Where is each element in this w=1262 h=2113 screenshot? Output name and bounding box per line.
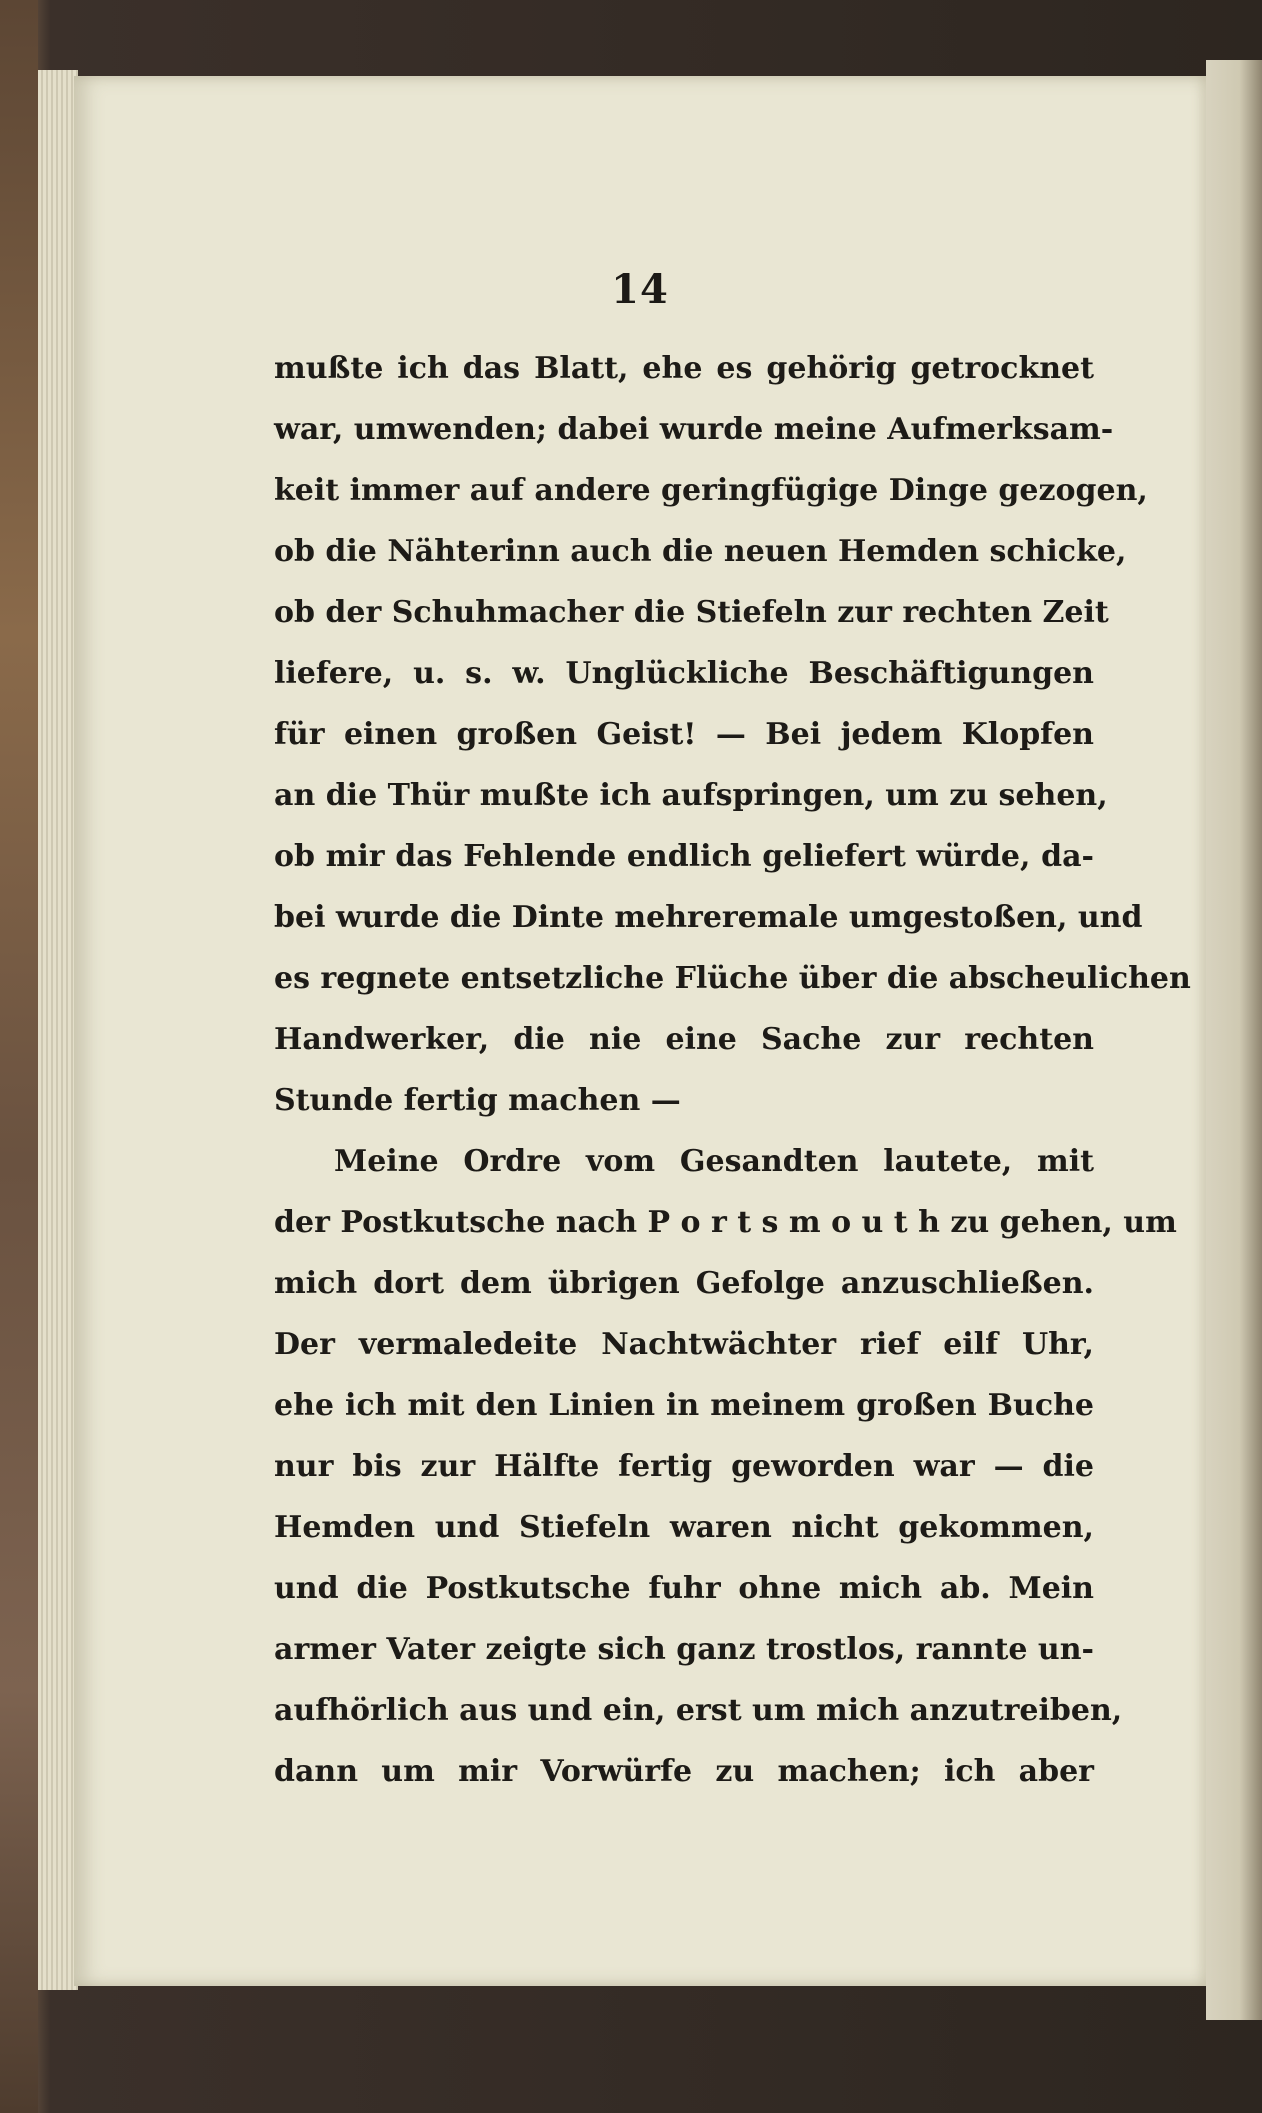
text-line: keit immer auf andere geringfügige Dinge gezogen, <box>274 473 1148 508</box>
text-line: und die Postkutsche fuhr ohne mich ab. Mein <box>274 1571 1094 1606</box>
text-line: ob die Nähterinn auch die neuen Hemden schicke, <box>274 534 1127 569</box>
text-line: ehe ich mit den Linien in meinem großen Buche <box>274 1388 1094 1423</box>
page-number: 14 <box>611 266 669 313</box>
text-line: aufhörlich aus und ein, erst um mich anzutreiben, <box>274 1693 1123 1728</box>
book-page <box>74 76 1206 1986</box>
text-line: es regnete entsetzliche Flüche über die abscheulichen <box>274 961 1191 996</box>
text-line: armer Vater zeigte sich ganz trostlos, rannte un- <box>274 1632 1094 1667</box>
text-line: an die Thür mußte ich aufspringen, um zu sehen, <box>274 778 1108 813</box>
page-edges <box>38 70 78 1990</box>
text-line: der Postkutsche nach P o r t s m o u t h zu gehen, um <box>274 1205 1177 1240</box>
text-line: ob mir das Fehlende endlich geliefert würde, da- <box>274 839 1094 874</box>
text-line: Meine Ordre vom Gesandten lautete, mit <box>334 1144 1094 1179</box>
text-line: dann um mir Vorwürfe zu machen; ich aber <box>274 1754 1094 1789</box>
text-line: nur bis zur Hälfte fertig geworden war — die <box>274 1449 1094 1484</box>
text-line: Stunde fertig machen — <box>274 1083 681 1118</box>
text-line: liefere, u. s. w. Unglückliche Beschäftigungen <box>274 656 1094 691</box>
text-line: Hemden und Stiefeln waren nicht gekommen, <box>274 1510 1094 1545</box>
text-line: mich dort dem übrigen Gefolge anzuschließen. <box>274 1266 1094 1301</box>
text-line: bei wurde die Dinte mehreremale umgestoßen, und <box>274 900 1143 935</box>
text-line: Der vermaledeite Nachtwächter rief eilf Uhr, <box>274 1327 1094 1362</box>
book-binding-right <box>1206 60 1262 2020</box>
text-line: Handwerker, die nie eine Sache zur rechten <box>274 1022 1094 1057</box>
body-text <box>274 338 1191 1802</box>
text-line: ob der Schuhmacher die Stiefeln zur rechten Zeit <box>274 595 1109 630</box>
text-line: war, umwenden; dabei wurde meine Aufmerksam- <box>274 412 1114 447</box>
book-binding-left <box>0 0 38 2113</box>
text-line: mußte ich das Blatt, ehe es gehörig getrocknet <box>274 351 1094 386</box>
text-line: für einen großen Geist! — Bei jedem Klopfen <box>274 717 1094 752</box>
